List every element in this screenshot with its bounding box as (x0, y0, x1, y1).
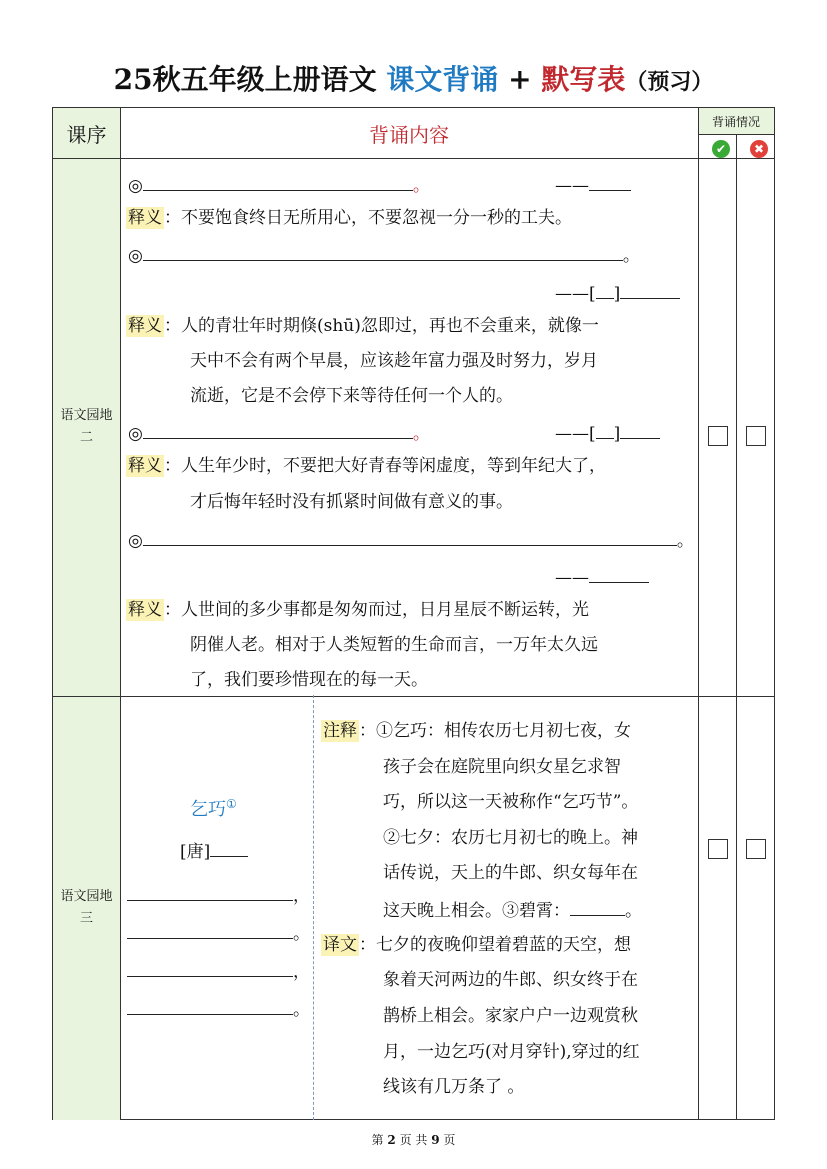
not-recited-checkbox[interactable] (746, 426, 766, 446)
explanation-text: 流逝，它是不会停下来等待任何一个人的。 (190, 386, 513, 406)
blank[interactable] (620, 420, 660, 439)
fill-line: ◎ 。 (128, 242, 640, 268)
page-footer: 第 2 页 共 9 页 (371, 1133, 456, 1147)
page-title (0, 58, 827, 98)
note-text: ②七夕：农历七月初七的晚上。神 (383, 828, 638, 848)
poem-line: 。 (127, 920, 310, 946)
blank[interactable] (596, 280, 614, 299)
explanation: 释义 ：人世间的多少事都是匆匆而过，日月星辰不断运转，光 (128, 600, 589, 620)
explanation: 释义 ：人生年少时，不要把大好青春等闲虚度，等到年纪大了， (128, 456, 606, 476)
translation-text: 月，一边乞巧(对月穿针),穿过的红 (383, 1042, 640, 1062)
divider (120, 108, 121, 1120)
divider (53, 696, 774, 697)
note-text: 这天晚上相会。③碧霄： 。 (383, 897, 642, 923)
dashed-divider (313, 695, 314, 1120)
translation-text: 线该有几万条了 。 (383, 1077, 525, 1097)
poem-title: 乞巧① (190, 797, 237, 820)
blank[interactable] (143, 172, 413, 191)
blank[interactable] (589, 564, 649, 583)
author-line: —— (555, 564, 649, 590)
explanation-text: 天中不会有两个早晨，应该趁年富力强及时努力，岁月 (190, 351, 598, 371)
note: 注释 ：①乞巧：相传农历七月初七夜，女 (323, 721, 631, 741)
author-line: ——[ ] (555, 280, 680, 306)
divider (698, 134, 774, 135)
note-tag: 注释 (323, 721, 357, 741)
translation: 译文 ：七夕的夜晚仰望着碧蓝的天空，想 (323, 935, 631, 955)
blank[interactable] (210, 838, 248, 857)
divider (698, 108, 699, 1120)
explanation-text: 了，我们要珍惜现在的每一天。 (190, 670, 428, 690)
explanation-text: 才后悔年轻时没有抓紧时间做有意义的事。 (190, 492, 513, 512)
blank[interactable] (143, 527, 677, 546)
page-number: 2 (387, 1133, 396, 1147)
note-text: 巧，所以这一天被称作“乞巧节”。 (383, 792, 639, 812)
title-plus: + (508, 63, 532, 96)
blank[interactable] (127, 958, 293, 977)
circle-icon: ◎ (128, 531, 143, 551)
poem-author: [唐] (180, 838, 248, 864)
explanation: 释义 ：人的青壮年时期倏(shū)忽即过，再也不会重来，就像一 (128, 316, 599, 336)
blank[interactable] (570, 897, 625, 916)
circle-icon: ◎ (128, 246, 143, 266)
fill-line: ◎ 。 (128, 420, 430, 446)
note-text: 话传说，天上的牛郎、织女每年在 (383, 863, 638, 883)
cross-icon: ✖ (750, 140, 768, 158)
blank[interactable] (589, 172, 631, 191)
header-content: 背诵内容 (369, 122, 449, 147)
title-dictation: 默写表 (541, 63, 626, 96)
author-line: ——[ ] (555, 420, 660, 446)
divider (736, 134, 737, 1120)
explanation-tag: 释义 (128, 316, 162, 336)
not-recited-checkbox[interactable] (746, 839, 766, 859)
check-icon: ✔ (712, 140, 730, 158)
translation-tag: 译文 (323, 935, 357, 955)
blank[interactable] (127, 996, 293, 1015)
recited-checkbox[interactable] (708, 426, 728, 446)
blank[interactable] (143, 420, 413, 439)
title-main: 25秋五年级上册语文 (113, 63, 377, 96)
explanation-tag: 释义 (128, 456, 162, 476)
translation-text: 象着天河两边的牛郎、织女终于在 (383, 970, 638, 990)
lesson-label-2: 语文园地二 (60, 408, 113, 445)
poem-line: ， (127, 882, 310, 908)
explanation-text: 阴催人老。相对于人类短暂的生命而言，一万年太久远 (190, 635, 598, 655)
poem-line: 。 (127, 996, 310, 1022)
blank[interactable] (127, 882, 293, 901)
recited-checkbox[interactable] (708, 839, 728, 859)
page-total: 9 (431, 1133, 440, 1147)
header-status: 背诵情况 (711, 114, 760, 129)
translation-text: 鹊桥上相会。家家户户一边观赏秋 (383, 1006, 638, 1026)
title-recite: 课文背诵 (386, 63, 499, 96)
divider (53, 158, 774, 159)
explanation-tag: 释义 (128, 208, 162, 228)
blank[interactable] (620, 280, 680, 299)
title-preview: （预习） (625, 69, 714, 95)
explanation-tag: 释义 (128, 600, 162, 620)
lesson-label-3: 语文园地三 (60, 889, 113, 926)
fill-line: ◎ 。 (128, 527, 694, 553)
fill-line: ◎ 。 (128, 172, 430, 198)
blank[interactable] (127, 920, 293, 939)
author-line: —— (555, 172, 631, 198)
note-text: 孩子会在庭院里向织女星乞求智 (383, 757, 621, 777)
blank[interactable] (143, 242, 623, 261)
circle-icon: ◎ (128, 424, 143, 444)
blank[interactable] (596, 420, 614, 439)
header-lesson: 课序 (66, 122, 107, 147)
circle-icon: ◎ (128, 176, 143, 196)
explanation: 释义 ：不要饱食终日无所用心，不要忽视一分一秒的工夫。 (128, 208, 572, 228)
poem-line: ， (127, 958, 310, 984)
